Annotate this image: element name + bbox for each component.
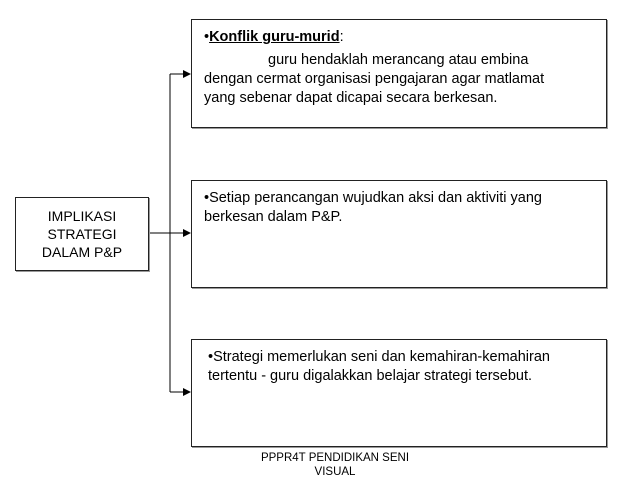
main-topic-line: STRATEGI xyxy=(47,226,117,242)
point-3-line: tertentu - guru digalakkan belajar strategi tersebut. xyxy=(208,368,533,384)
point-box-1 xyxy=(191,19,607,128)
point-1-body-line: yang sebenar dapat dicapai secara berkesan. xyxy=(204,90,498,106)
point-3-line: •Strategi memerlukan seni dan kemahiran-kemahiran xyxy=(208,349,550,365)
main-topic-box xyxy=(15,197,149,271)
point-1-title: Konflik guru-murid xyxy=(209,29,340,45)
title-colon: : xyxy=(339,29,344,45)
main-topic-line: IMPLIKASI xyxy=(47,208,117,224)
point-2-line: berkesan dalam P&P. xyxy=(204,209,343,225)
point-1-body-line: dengan cermat organisasi pengajaran agar matlamat xyxy=(204,71,545,87)
bullet: • xyxy=(204,29,210,45)
point-1-body-line: guru hendaklah merancang atau embina xyxy=(268,52,529,68)
footer-line: VISUAL xyxy=(314,466,356,478)
point-1-title-line xyxy=(204,28,606,47)
footer-caption xyxy=(228,451,442,479)
point-box-2 xyxy=(191,180,607,288)
main-topic-line: DALAM P&P xyxy=(41,244,123,260)
footer-line: PPPR4T PENDIDIKAN SENI xyxy=(260,452,410,464)
point-2-line: •Setiap perancangan wujudkan aksi dan aktiviti yang xyxy=(204,190,542,206)
point-box-3 xyxy=(191,339,607,447)
